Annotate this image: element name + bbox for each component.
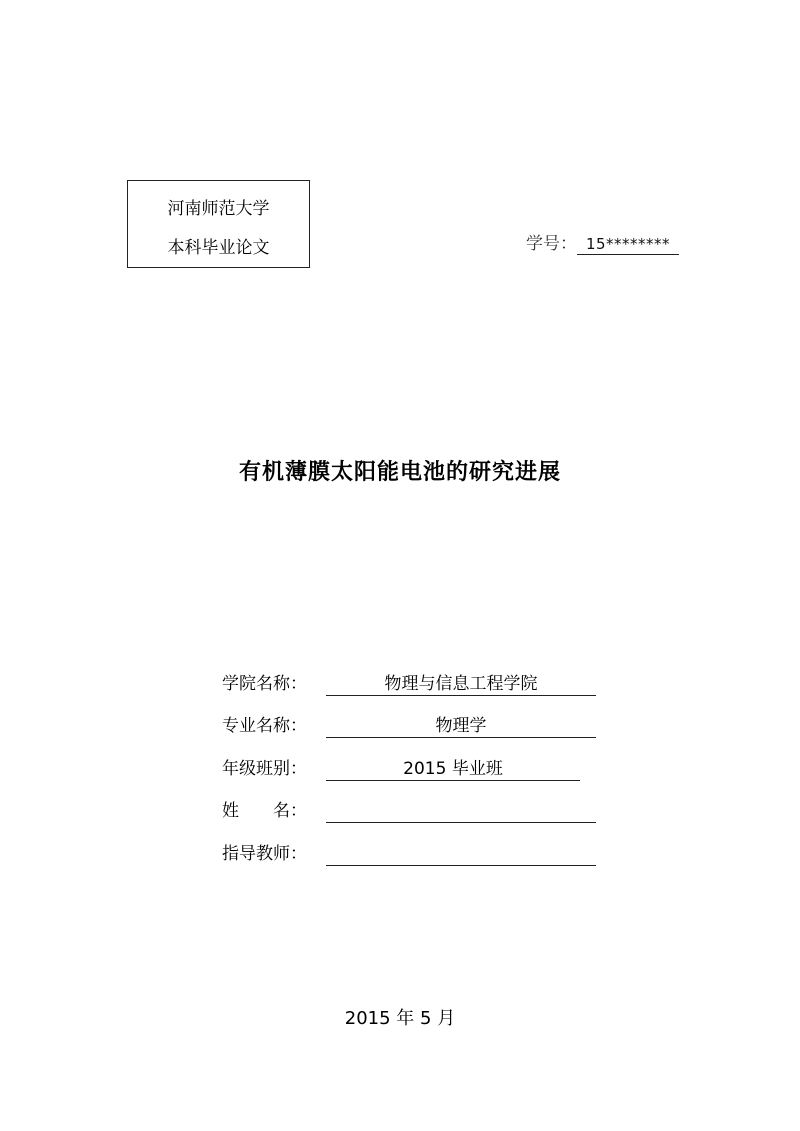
student-id bbox=[526, 233, 679, 255]
name-row bbox=[222, 797, 602, 827]
advisor-row bbox=[222, 840, 602, 870]
document-type: 本科毕业论文 bbox=[167, 238, 270, 258]
student-id-label: 学号： bbox=[526, 234, 577, 254]
student-id-value: 15******** bbox=[577, 234, 679, 255]
class-label: 年级班别： bbox=[222, 759, 307, 779]
submission-date: 2015 年 5 月 bbox=[344, 1008, 456, 1029]
university-name: 河南师范大学 bbox=[167, 199, 270, 219]
class-row bbox=[222, 755, 602, 785]
class-value: 2015 毕业班 bbox=[326, 755, 580, 781]
name-label: 姓 名： bbox=[222, 801, 307, 821]
college-label: 学院名称： bbox=[222, 674, 307, 694]
thesis-title: 有机薄膜太阳能电池的研究进展 bbox=[238, 460, 561, 485]
college-value: 物理与信息工程学院 bbox=[326, 670, 596, 696]
major-row bbox=[222, 712, 602, 742]
major-label: 专业名称： bbox=[222, 716, 307, 736]
advisor-value bbox=[326, 840, 596, 866]
college-row bbox=[222, 670, 602, 700]
major-value: 物理学 bbox=[326, 712, 596, 738]
university-box bbox=[127, 180, 310, 268]
advisor-label: 指导教师： bbox=[222, 844, 307, 864]
name-value bbox=[326, 797, 596, 823]
